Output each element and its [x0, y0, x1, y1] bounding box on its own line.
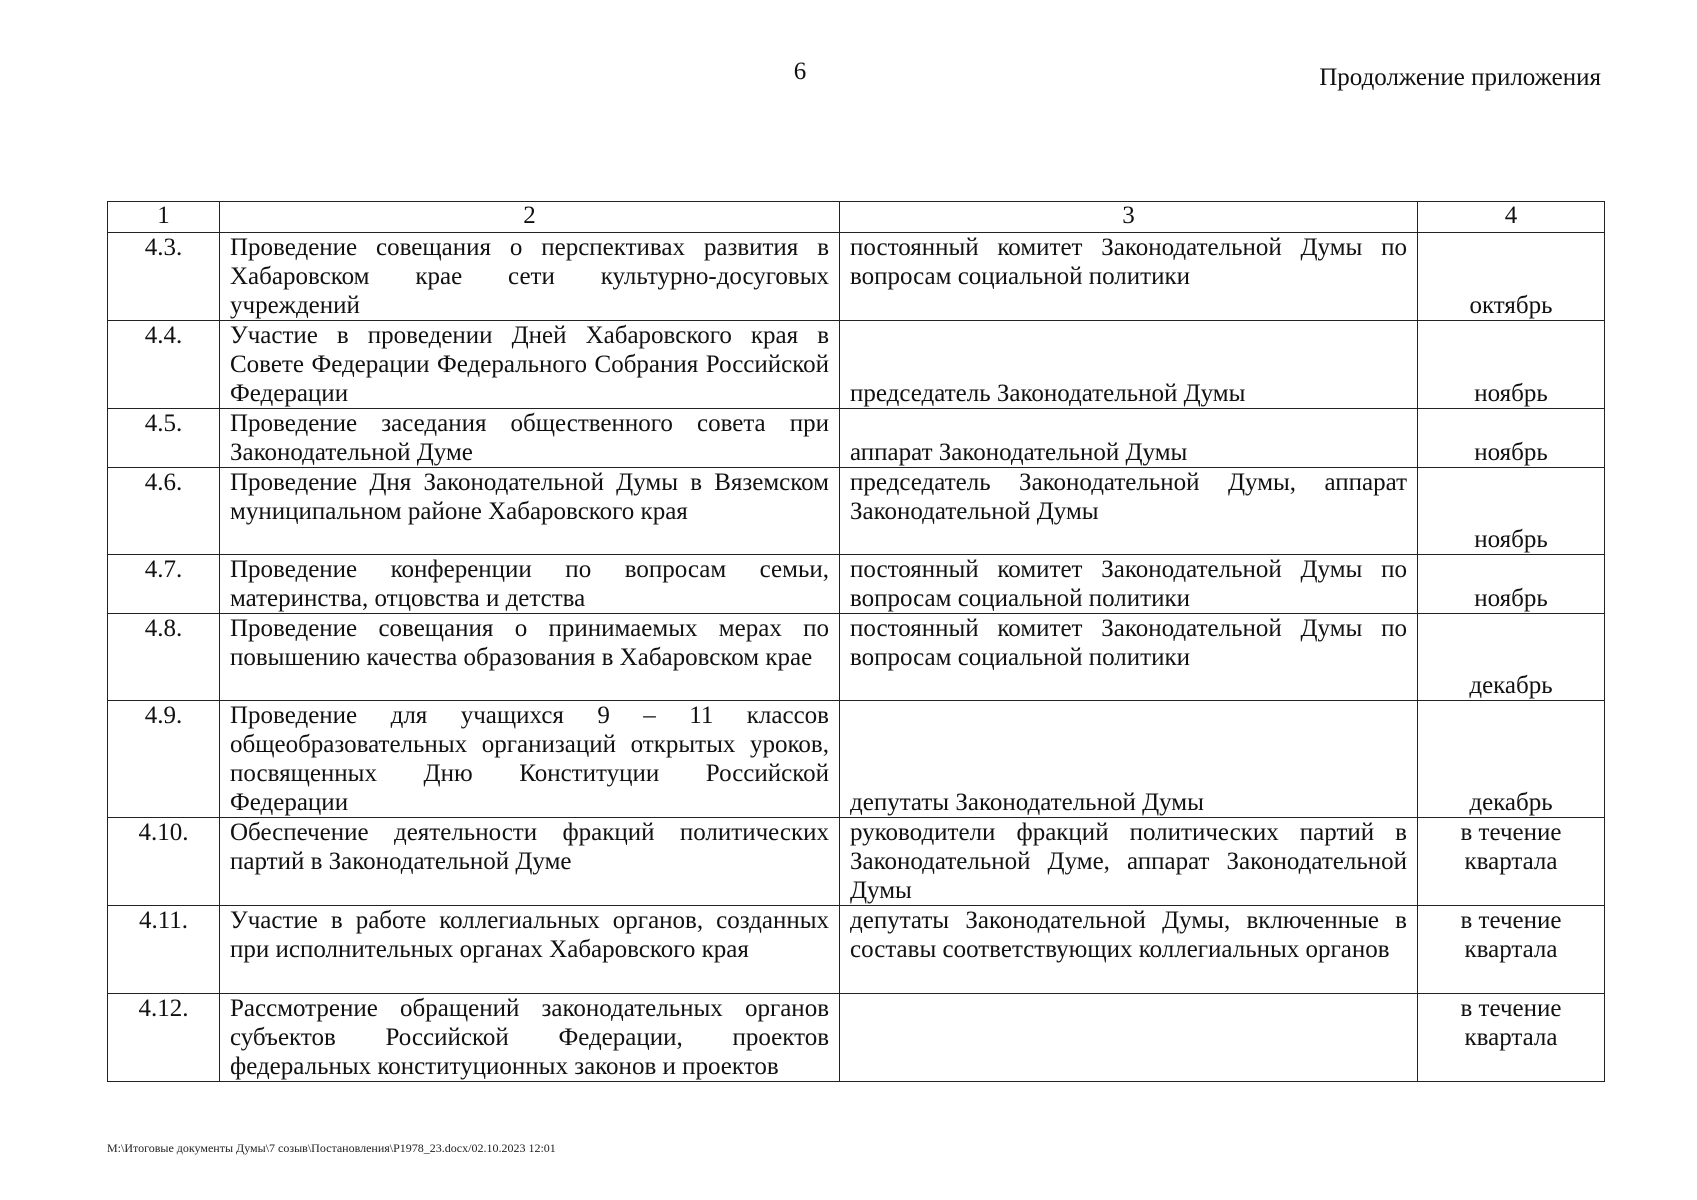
table-row	[108, 233, 1605, 321]
deadline: декабрь	[1418, 614, 1605, 701]
event-description: Участие в работе коллегиальных органов, созданных при исполнительных органах Хабаровского края	[220, 906, 840, 994]
deadline: в течение квартала	[1418, 906, 1605, 994]
table-row	[108, 614, 1605, 701]
event-description: Обеспечение деятельности фракций политических партий в Законодательной Думе	[220, 818, 840, 906]
responsible: депутаты Законодательной Думы	[840, 701, 1418, 818]
event-description: Участие в проведении Дней Хабаровского края в Совете Федерации Федерального Собрания Российской Федерации	[220, 321, 840, 409]
deadline: ноябрь	[1418, 321, 1605, 409]
column-header-1: 1	[108, 202, 220, 233]
table-body	[108, 233, 1605, 1082]
row-number: 4.10.	[108, 818, 220, 906]
deadline: ноябрь	[1418, 468, 1605, 555]
event-description: Проведение совещания о перспективах развития в Хабаровском крае сети культурно-досуговых учреждений	[220, 233, 840, 321]
responsible: постоянный комитет Законодательной Думы по вопросам социальной политики	[840, 614, 1418, 701]
table-row	[108, 321, 1605, 409]
responsible	[840, 994, 1418, 1082]
table-row	[108, 818, 1605, 906]
row-number: 4.12.	[108, 994, 220, 1082]
deadline: ноябрь	[1418, 409, 1605, 468]
table-row	[108, 468, 1605, 555]
column-header-2: 2	[220, 202, 840, 233]
event-description: Рассмотрение обращений законодательных органов субъектов Российской Федерации, проектов федеральных конституционных законов и проектов	[220, 994, 840, 1082]
table-header	[108, 202, 1605, 233]
table-row	[108, 701, 1605, 818]
deadline: в течение квартала	[1418, 994, 1605, 1082]
deadline: декабрь	[1418, 701, 1605, 818]
page-number: 6	[793, 58, 807, 85]
header-note: Продолжение приложения	[1319, 64, 1601, 91]
deadline: октябрь	[1418, 233, 1605, 321]
responsible: председатель Законодательной Думы	[840, 321, 1418, 409]
responsible: постоянный комитет Законодательной Думы по вопросам социальной политики	[840, 233, 1418, 321]
table-row	[108, 409, 1605, 468]
row-number: 4.5.	[108, 409, 220, 468]
table-row	[108, 555, 1605, 614]
event-description: Проведение Дня Законодательной Думы в Вяземском муниципальном районе Хабаровского края	[220, 468, 840, 555]
responsible: председатель Законодательной Думы, аппарат Законодательной Думы	[840, 468, 1418, 555]
deadline: в течение квартала	[1418, 818, 1605, 906]
row-number: 4.3.	[108, 233, 220, 321]
plan-table	[107, 201, 1605, 1082]
column-header-4: 4	[1418, 202, 1605, 233]
deadline: ноябрь	[1418, 555, 1605, 614]
event-description: Проведение заседания общественного совета при Законодательной Думе	[220, 409, 840, 468]
responsible: руководители фракций политических партий в Законодательной Думе, аппарат Законодательной Думы	[840, 818, 1418, 906]
header-row	[108, 202, 1605, 233]
document-path-footer: М:\Итоговые документы Думы\7 созыв\Постановления\Р1978_23.docx/02.10.2023 12:01	[107, 1141, 556, 1155]
row-number: 4.7.	[108, 555, 220, 614]
event-description: Проведение совещания о принимаемых мерах по повышению качества образования в Хабаровском крае	[220, 614, 840, 701]
column-header-3: 3	[840, 202, 1418, 233]
row-number: 4.9.	[108, 701, 220, 818]
event-description: Проведение для учащихся 9 – 11 классов общеобразовательных организаций открытых уроков, посвященных Дню Конституции Российской Федерации	[220, 701, 840, 818]
responsible: депутаты Законодательной Думы, включенные в составы соответствующих коллегиальных органов	[840, 906, 1418, 994]
row-number: 4.8.	[108, 614, 220, 701]
row-number: 4.6.	[108, 468, 220, 555]
table-row	[108, 906, 1605, 994]
row-number: 4.11.	[108, 906, 220, 994]
event-description: Проведение конференции по вопросам семьи, материнства, отцовства и детства	[220, 555, 840, 614]
responsible: аппарат Законодательной Думы	[840, 409, 1418, 468]
table-row	[108, 994, 1605, 1082]
responsible: постоянный комитет Законодательной Думы по вопросам социальной политики	[840, 555, 1418, 614]
row-number: 4.4.	[108, 321, 220, 409]
